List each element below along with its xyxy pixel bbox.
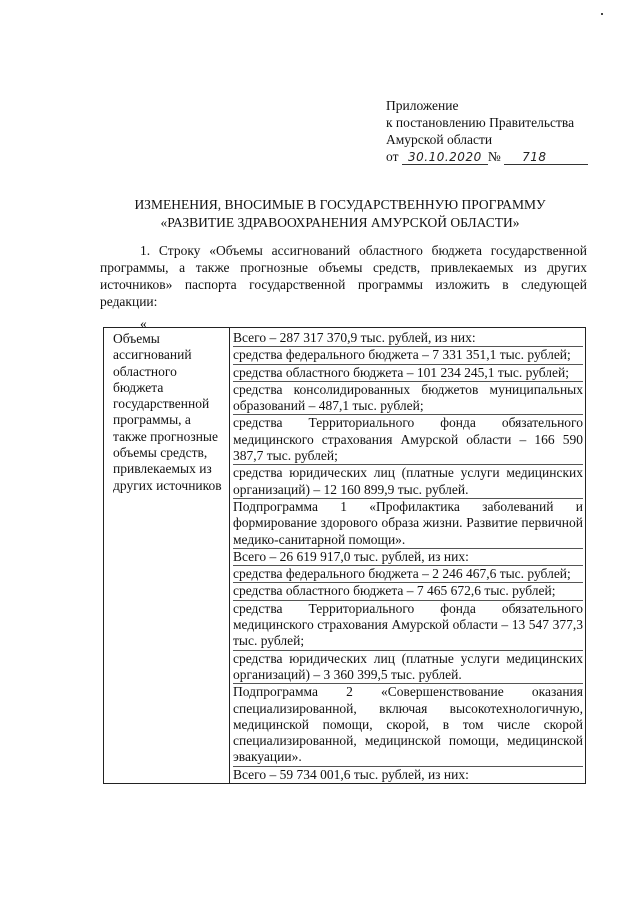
funding-line: Всего – 59 734 001,6 тыс. рублей, из них: xyxy=(233,766,469,782)
subprogram-title: Подпрограмма 2 «Совершенствование оказания специализированной, включая высокотехнологичную, медицинской помощи, скорой, в том числе скорой специализированной, медицинской помощи, медицинской эвакуации». xyxy=(233,684,583,766)
funding-line: Всего – 26 619 917,0 тыс. рублей, из них: xyxy=(233,549,583,566)
funding-line: Всего – 287 317 370,9 тыс. рублей, из них: xyxy=(233,330,583,347)
document-title xyxy=(100,196,580,232)
paragraph-text: 1. Строку «Объемы ассигнований областного бюджета государственной программы, а также прогнозные объемы средств, привлекаемых из других источников» паспорта государственной программы изложить в следующей редакции: xyxy=(100,243,587,309)
open-quote: « xyxy=(140,316,147,331)
appendix-date-line xyxy=(386,148,626,165)
date-prefix: от xyxy=(386,149,399,164)
funding-line: средства юридических лиц (платные услуги медицинских организаций) – 3 360 399,5 тыс. рублей. xyxy=(233,651,583,685)
table-row xyxy=(104,328,586,784)
title-line-2: «РАЗВИТИЕ ЗДРАВООХРАНЕНИЯ АМУРСКОЙ ОБЛАСТИ» xyxy=(160,215,520,230)
scan-artifact xyxy=(601,13,603,15)
appendix-line-1: Приложение xyxy=(386,98,459,113)
appendix-line-3: Амурской области xyxy=(386,132,493,147)
funding-line: средства Территориального фонда обязательного медицинского страхования Амурской области – 166 590 387,7 тыс. рублей; xyxy=(233,415,583,465)
appendix-line-2: к постановлению Правительства xyxy=(386,115,575,130)
subprogram-title: Подпрограмма 1 «Профилактика заболеваний и формирование здорового образа жизни. Развитие первичной медико-санитарной помощи». xyxy=(233,499,583,549)
funding-line: средства юридических лиц (платные услуги медицинских организаций) – 12 160 899,9 тыс. рублей. xyxy=(233,465,583,499)
title-line-1: ИЗМЕНЕНИЯ, ВНОСИМЫЕ В ГОСУДАРСТВЕННУЮ ПРОГРАММУ xyxy=(134,197,546,212)
funding-line: средства Территориального фонда обязательного медицинского страхования Амурской области – 13 547 377,3 тыс. рублей; xyxy=(233,601,583,651)
appendix-header xyxy=(386,97,626,165)
funding-line: средства консолидированных бюджетов муниципальных образований – 487,1 тыс. рублей; xyxy=(233,382,583,416)
funding-line: средства областного бюджета – 101 234 245,1 тыс. рублей; xyxy=(233,365,583,382)
handwritten-number: 718 xyxy=(504,150,588,165)
left-cell: Объемы ассигнований областного бюджета государственной программы, а также прогнозные объемы средств, привлекаемых из других источников xyxy=(104,328,230,784)
number-sign: № xyxy=(487,149,501,164)
right-cell xyxy=(230,328,586,784)
funding-line: средства федерального бюджета – 2 246 467,6 тыс. рублей; xyxy=(233,566,583,583)
funding-table xyxy=(103,327,586,784)
intro-paragraph xyxy=(100,242,587,310)
funding-line: средства федерального бюджета – 7 331 351,1 тыс. рублей; xyxy=(233,347,583,364)
handwritten-date: 30.10.2020 xyxy=(402,150,488,165)
funding-line: средства областного бюджета – 7 465 672,6 тыс. рублей; xyxy=(233,583,583,600)
